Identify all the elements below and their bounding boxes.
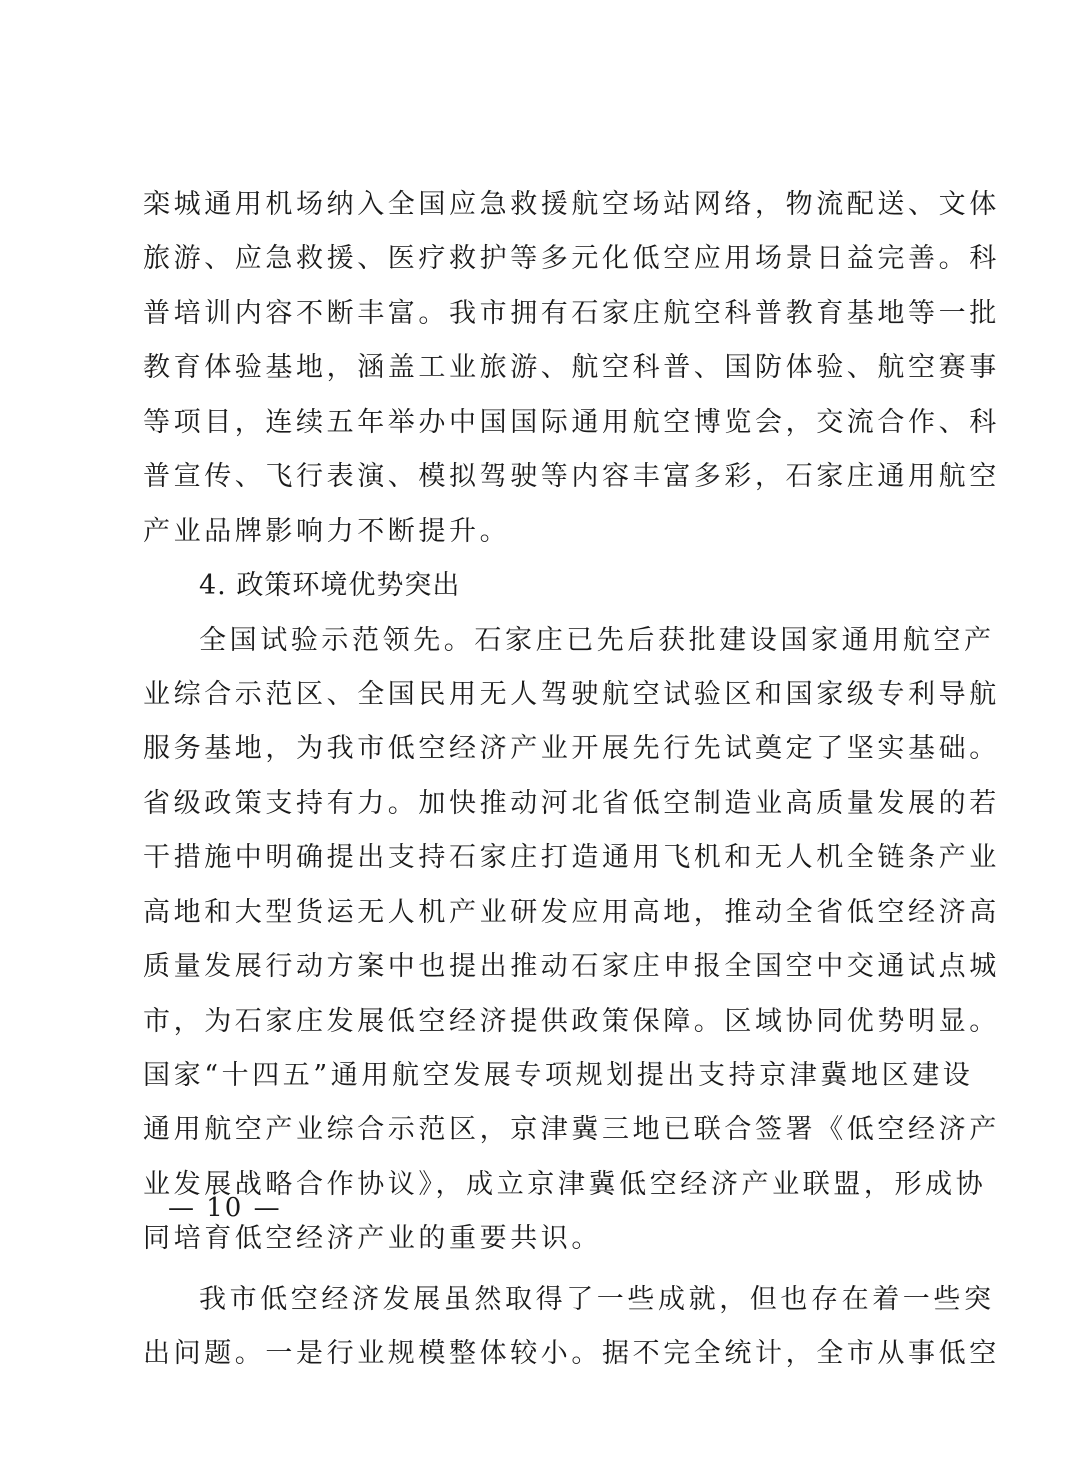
text-line: 省级政策支持有力。加快推动河北省低空制造业高质量发展的若 — [143, 787, 1000, 819]
text-line: 普培训内容不断丰富。我市拥有石家庄航空科普教育基地等一批 — [143, 297, 1000, 329]
text-line: 市，为石家庄发展低空经济提供政策保障。区域协同优势明显。 — [143, 1005, 1000, 1037]
text-line: 旅游、应急救援、医疗救护等多元化低空应用场景日益完善。科 — [143, 243, 1000, 275]
text-line: 高地和大型货运无人机产业研发应用高地，推动全省低空经济高 — [143, 896, 1000, 928]
text-line: 全国试验示范领先。石家庄已先后获批建设国家通用航空产 — [199, 624, 995, 656]
text-line: 普宣传、飞行表演、模拟驾驶等内容丰富多彩，石家庄通用航空 — [143, 461, 1000, 493]
text-line: 栾城通用机场纳入全国应急救援航空场站网络，物流配送、文体 — [143, 189, 1000, 220]
text-line: 服务基地，为我市低空经济产业开展先行先试奠定了坚实基础。 — [143, 733, 1000, 765]
text-line: 产业品牌影响力不断提升。 — [143, 515, 511, 547]
text-line: 等项目，连续五年举办中国国际通用航空博览会，交流合作、科 — [143, 406, 1000, 438]
text-line: 同培育低空经济产业的重要共识。 — [143, 1223, 602, 1255]
text-line: 教育体验基地，涵盖工业旅游、航空科普、国防体验、航空赛事 — [143, 352, 1000, 384]
text-line: 质量发展行动方案中也提出推动石家庄申报全国空中交通试点城 — [143, 951, 1000, 983]
page-number: — 10 — — [168, 1193, 282, 1223]
text-line: 业综合示范区、全国民用无人驾驶航空试验区和国家级专利导航 — [143, 678, 1000, 710]
text-line: 我市低空经济发展虽然取得了一些成就，但也存在着一些突 — [199, 1283, 995, 1315]
text-line: 通用航空产业综合示范区，京津冀三地已联合签署《低空经济产 — [143, 1114, 1000, 1146]
text-line: 业发展战略合作协议》，成立京津冀低空经济产业联盟，形成协 — [143, 1168, 987, 1200]
text-line: 干措施中明确提出支持石家庄打造通用飞机和无人机全链条产业 — [143, 842, 1000, 874]
section-heading: 4. 政策环境优势突出 — [199, 570, 461, 602]
text-line: 出问题。一是行业规模整体较小。据不完全统计，全市从事低空 — [143, 1338, 1000, 1370]
text-line: 国家“十四五”通用航空发展专项规划提出支持京津冀地区建设 — [143, 1060, 974, 1091]
